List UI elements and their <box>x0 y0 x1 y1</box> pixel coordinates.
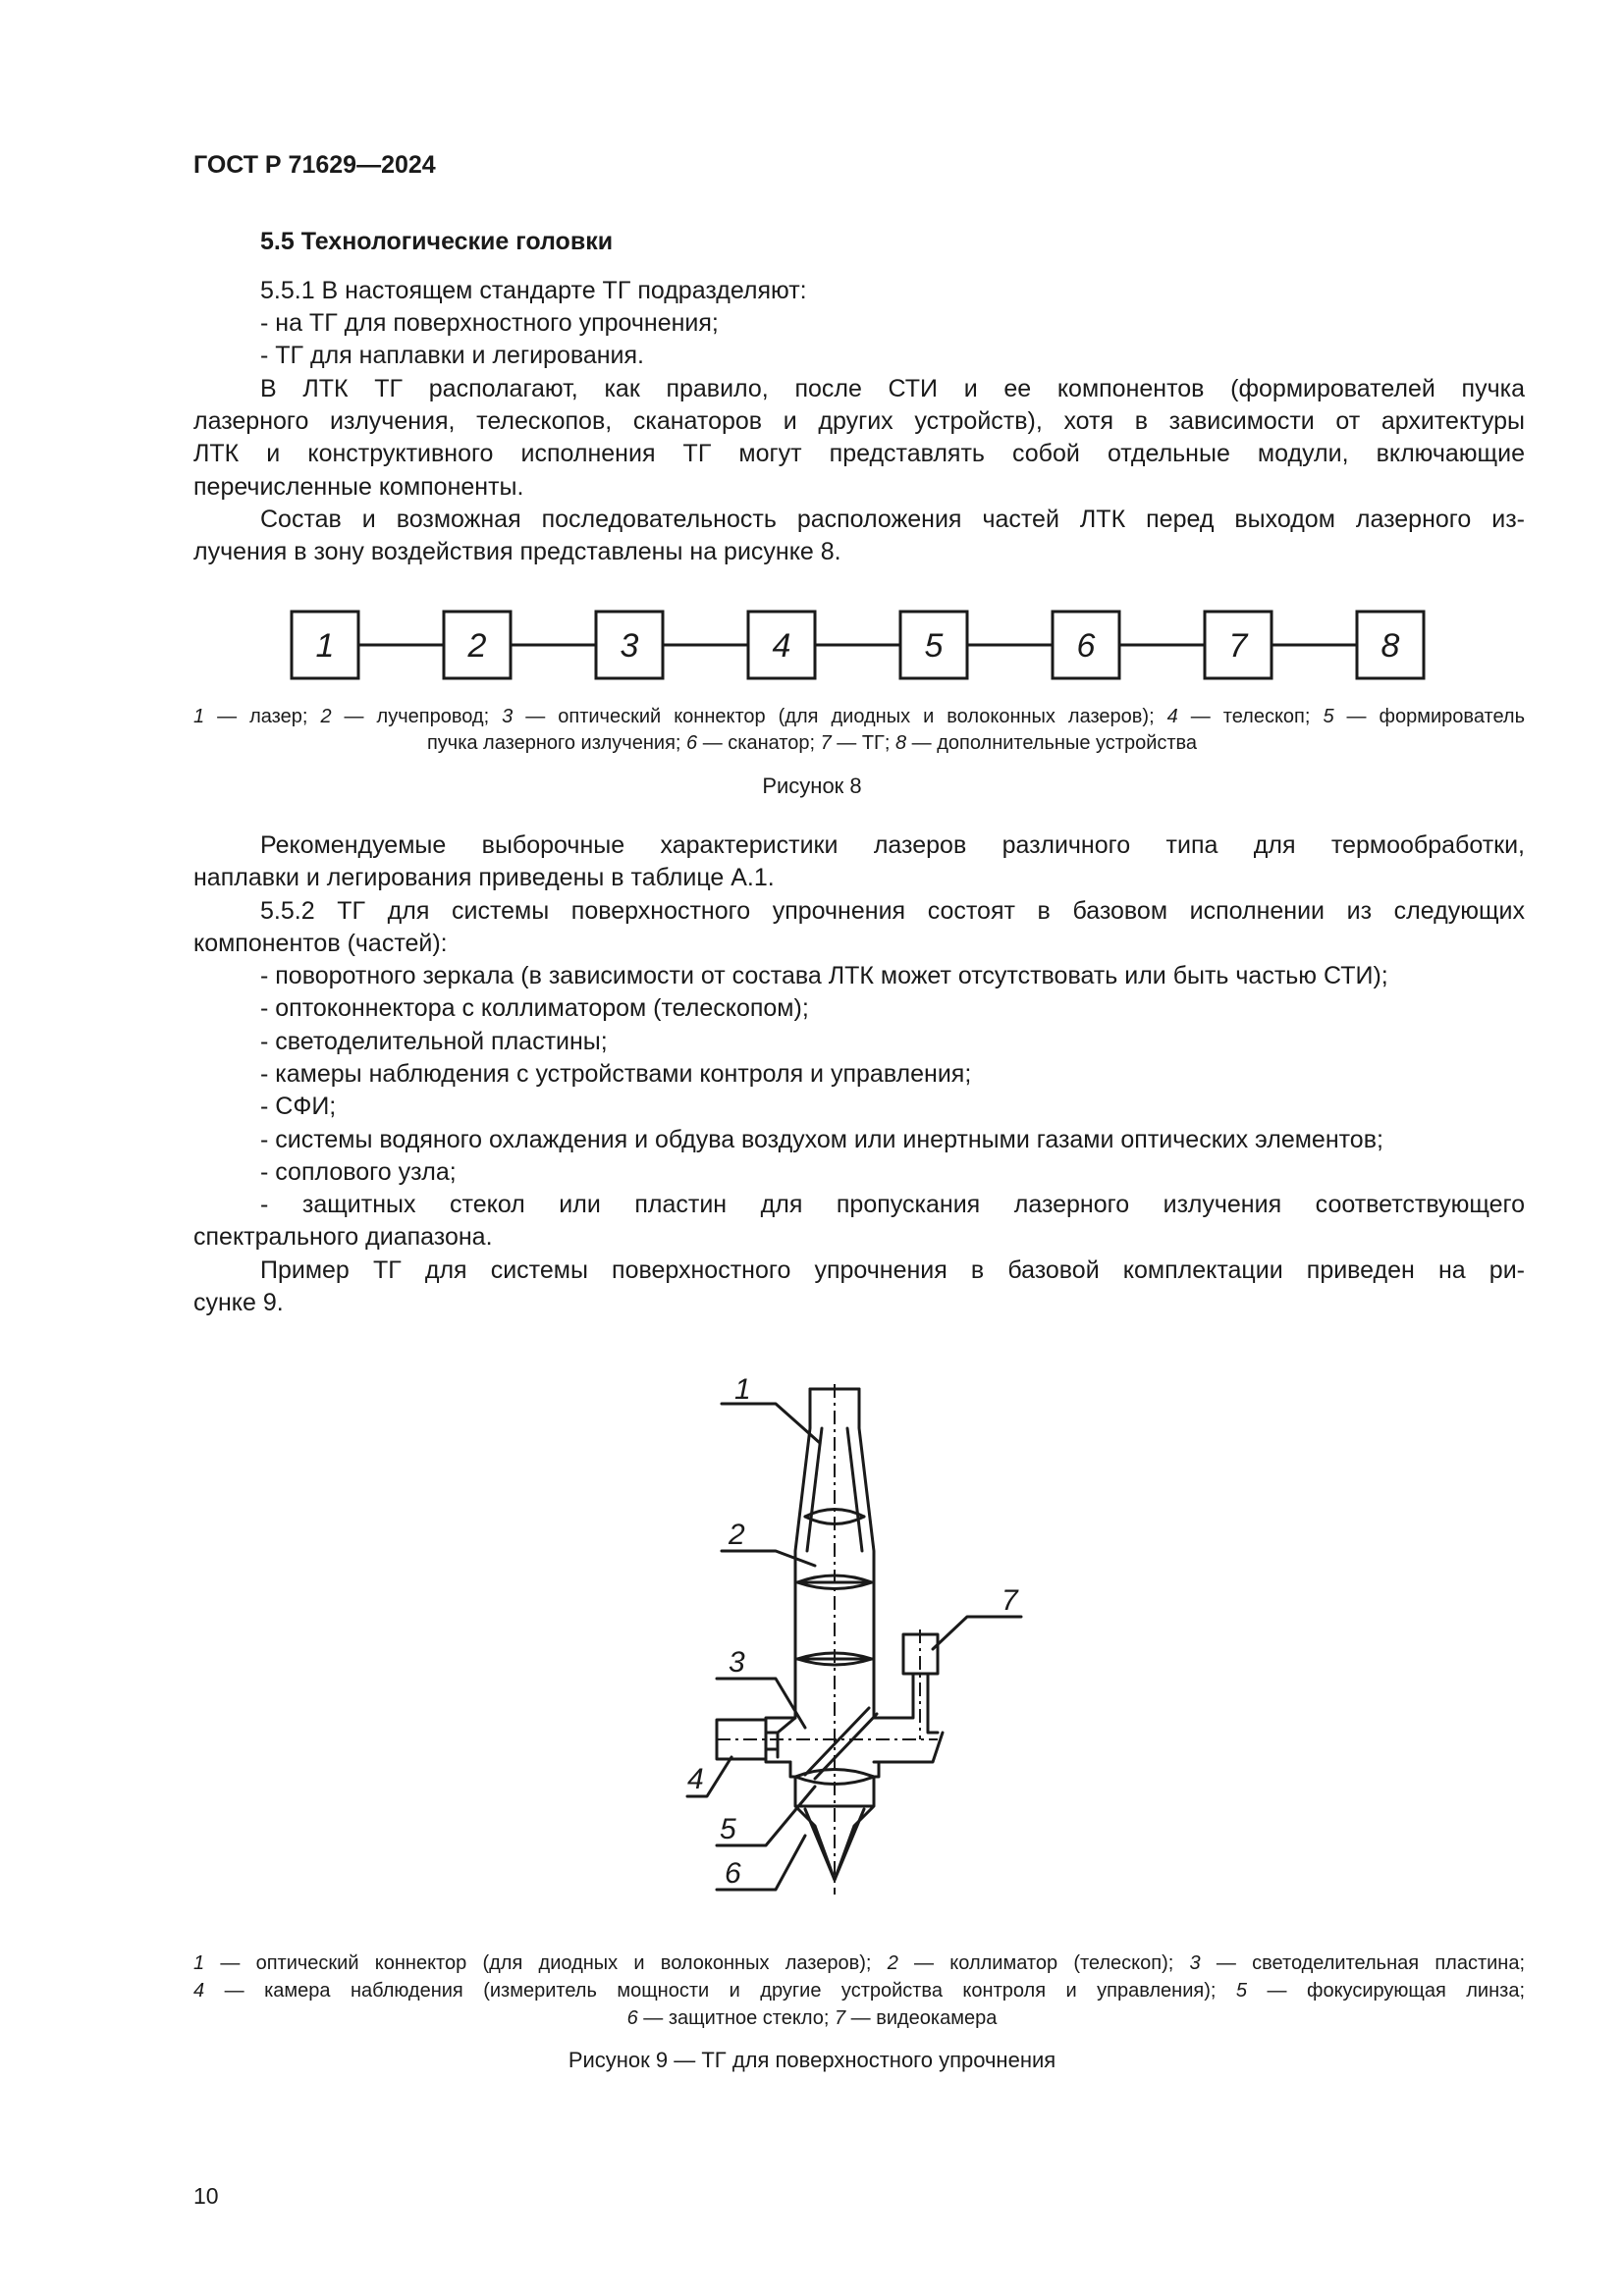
list-item: - системы водяного охлаждения и обдува воздухом или инертными газами оптических элементов; <box>260 1126 1383 1153</box>
figure-8-legend-line: пучка лазерного излучения; 6 — сканатор; 7 — ТГ; 8 — дополнительные устройства <box>426 732 1198 754</box>
callout-3: 3 <box>729 1646 745 1679</box>
list-item: - соплового узла; <box>260 1158 457 1186</box>
paragraph-line: сунке 9. <box>193 1289 284 1316</box>
figure-9-legend-line: 1 — оптический коннектор (для диодных и волоконных лазеров); 2 — коллиматор (телескоп); 3 — светоделительная пластина; <box>193 1952 1526 1974</box>
paragraph-line: спектрального диапазона. <box>193 1223 493 1251</box>
callout-6: 6 <box>725 1857 741 1890</box>
housing-outline <box>778 1389 810 1757</box>
right-arm <box>874 1733 943 1762</box>
figure-9-title: Рисунок 9 — ТГ для поверхностного упрочнения <box>568 2048 1056 2072</box>
callout-4: 4 <box>687 1763 704 1795</box>
page-number: 10 <box>193 2183 219 2209</box>
list-item: - камеры наблюдения с устройствами контроля и управления; <box>260 1060 972 1088</box>
figure-8-legend-line: 1 — лазер; 2 — лучепровод; 3 — оптический коннектор (для диодных и волоконных лазеров); 4 — телескоп; 5 — формирователь <box>193 706 1525 727</box>
list-item: - поворотного зеркала (в зависимости от состава ЛТК может отсутствовать или быть частью СТИ); <box>260 962 1388 989</box>
paragraph-line: - защитных стекол или пластин для пропускания лазерного излучения соответствующего <box>260 1191 1525 1218</box>
block-label: 8 <box>1380 627 1400 665</box>
callout-5: 5 <box>720 1813 736 1845</box>
block-label: 5 <box>924 627 944 665</box>
section-title: 5.5 Технологические головки <box>260 228 614 255</box>
block-label: 6 <box>1076 627 1096 665</box>
block-label: 7 <box>1228 627 1248 665</box>
callout-7: 7 <box>1001 1584 1018 1617</box>
figure-8-title: Рисунок 8 <box>762 774 862 798</box>
paragraph-line: 5.5.2 ТГ для системы поверхностного упрочнения состоят в базовом исполнении из следующих <box>260 897 1525 925</box>
block-label: 3 <box>620 627 639 665</box>
block-label: 1 <box>315 627 335 665</box>
beam-splitter <box>805 1708 869 1775</box>
paragraph-line: - на ТГ для поверхностного упрочнения; <box>260 309 719 337</box>
paragraph-line: компонентов (частей): <box>193 930 448 957</box>
paragraph-line: перечисленные компоненты. <box>193 473 524 501</box>
leader-line-7 <box>933 1617 1021 1649</box>
paragraph-line: лазерного излучения, телескопов, сканаторов и других устройств), хотя в зависимости от архитектуры <box>193 407 1525 435</box>
paragraph-line: 5.5.1 В настоящем стандарте ТГ подразделяют: <box>260 277 807 304</box>
housing-outline <box>859 1389 874 1718</box>
paragraph-line: Состав и возможная последовательность расположения частей ЛТК перед выходом лазерного из- <box>260 506 1525 533</box>
paragraph-line: - ТГ для наплавки и легирования. <box>260 342 645 369</box>
paragraph-line: В ЛТК ТГ располагают, как правило, после СТИ и ее компонентов (формирователей пучка <box>260 375 1525 402</box>
document-header: ГОСТ Р 71629—2024 <box>193 151 436 179</box>
right-arm <box>874 1674 913 1718</box>
list-item: - СФИ; <box>260 1093 337 1120</box>
list-item: - оптоконнектора с коллиматором (телескопом); <box>260 994 809 1022</box>
leader-line-1 <box>722 1404 820 1443</box>
right-arm <box>928 1674 938 1733</box>
paragraph-line: наплавки и легирования приведены в таблице А.1. <box>193 864 775 891</box>
paragraph-line: Рекомендуемые выборочные характеристики лазеров различного типа для термообработки, <box>260 831 1525 859</box>
leader-line-2 <box>722 1551 815 1566</box>
paragraph-line: Пример ТГ для системы поверхностного упрочнения в базовой комплектации приведен на ри- <box>260 1256 1525 1284</box>
paragraph-line: ЛТК и конструктивного исполнения ТГ могут представлять собой отдельные модули, включающие <box>193 440 1525 467</box>
callout-1: 1 <box>734 1373 751 1406</box>
figure-9-legend-line: 4 — камера наблюдения (измеритель мощности и другие устройства контроля и управления); 5 — фокусирующая линза; <box>193 1980 1525 2002</box>
list-item: - светоделительной пластины; <box>260 1028 608 1055</box>
block-label: 4 <box>772 627 791 665</box>
paragraph-line: лучения в зону воздействия представлены на рисунке 8. <box>193 538 841 565</box>
figure-9-legend-line: 6 — защитное стекло; 7 — видеокамера <box>626 2007 998 2029</box>
callout-2: 2 <box>729 1519 745 1551</box>
block-label: 2 <box>467 627 487 665</box>
